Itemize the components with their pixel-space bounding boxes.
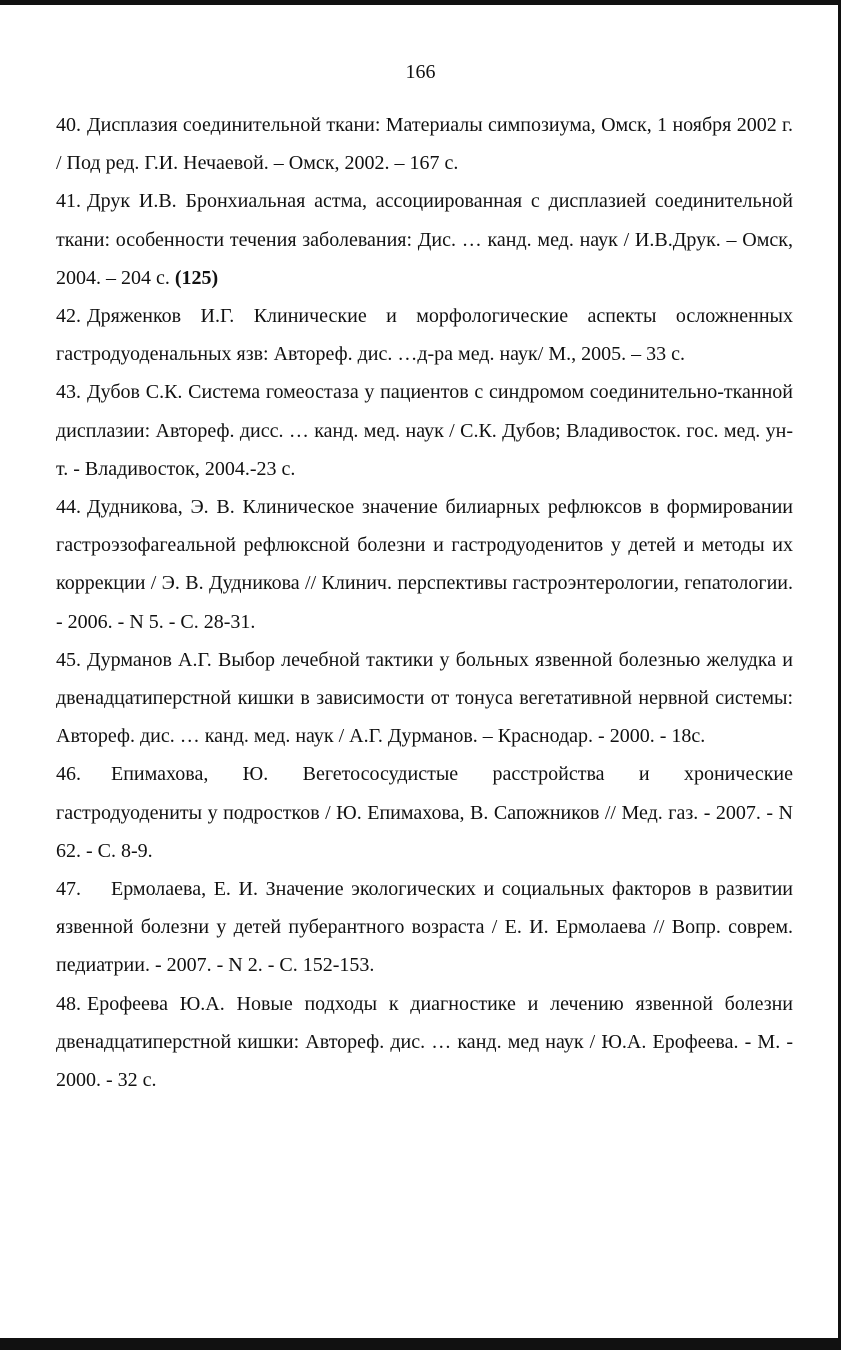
reference-text: Дубов С.К. Система гомеостаза у пациентов с синдромом соединительно-тканной дисплазии: Автореф. дисс. … канд. мед. наук / С.К. Дубов; Владивосток. гос. мед. ун-т. - Владивосток, 2004.-23 с.: [56, 381, 793, 480]
reference-item-46: [56, 755, 793, 870]
reference-item-44: [56, 488, 793, 641]
reference-number: 48.: [56, 992, 81, 1015]
reference-item-43: [56, 373, 793, 488]
reference-number: 42.: [56, 305, 81, 328]
reference-item-47: [56, 870, 793, 985]
reference-item-48: [56, 985, 793, 1100]
reference-number: 44.: [56, 496, 81, 519]
reference-text: Ерофеева Ю.А. Новые подходы к диагностике и лечению язвенной болезни двенадцатиперстной кишки: Автореф. дис. … канд. мед наук / Ю.А. Ерофеева. - М. - 2000. - 32 с.: [56, 992, 793, 1092]
reference-number: 46.: [56, 763, 81, 786]
reference-text: Дудникова, Э. В. Клиническое значение билиарных рефлюксов в формировании гастроэзофагеальной рефлюксной болезни и гастродуоденитов у детей и методы их коррекции / Э. В. Дудникова // Клинич. перспективы гастроэнтерологии, гепатологии. - 2006. - N 5. - С. 28-31.: [56, 496, 793, 633]
scan-border-bottom: [0, 1338, 841, 1350]
reference-number: 43.: [56, 381, 81, 404]
reference-item-40: [56, 106, 793, 182]
reference-item-45: [56, 641, 793, 756]
reference-text: Дурманов А.Г. Выбор лечебной тактики у больных язвенной болезнью желудка и двенадцатиперстной кишки в зависимости от тонуса вегетативной нервной системы: Автореф. дис. … канд. мед. наук / А.Г. Дурманов. – Краснодар. - 2000. - 18с.: [56, 648, 793, 748]
reference-number: 41.: [56, 190, 81, 213]
page-number: 166: [405, 61, 436, 83]
reference-text: Дисплазия соединительной ткани: Материалы симпозиума, Омск, 1 ноября 2002 г. / Под ред. Г.И. Нечаевой. – Омск, 2002. – 167 с.: [56, 114, 793, 175]
reference-text: Дряженков И.Г. Клинические и морфологические аспекты осложненных гастродуоденальных язв: Автореф. дис. …д-ра мед. наук/ М., 2005. – 33 с.: [56, 305, 793, 366]
reference-item-41: [56, 182, 793, 297]
reference-text: Епимахова, Ю. Вегетососудистые расстройства и хронические гастродуодениты у подростков / Ю. Епимахова, В. Сапожников // Мед. газ. - 2007. - N 62. - С. 8-9.: [56, 763, 793, 862]
reference-text: Ермолаева, Е. И. Значение экологических и социальных факторов в развитии язвенной болезни у детей пуберантного возраста / Е. И. Ермолаева // Вопр. соврем. педиатрии. - 2007. - N 2. - С. 152-153.: [56, 878, 793, 977]
reference-text: Друк И.В. Бронхиальная астма, ассоциированная с дисплазией соединительной ткани: особенности течения заболевания: Дис. … канд. мед. наук / И.В.Друк. – Омск, 2004. – 204 с.: [56, 190, 793, 289]
scan-border-top: [0, 0, 841, 5]
reference-number: 40.: [56, 114, 81, 136]
reference-citation-mark: (125): [174, 266, 219, 289]
reference-item-42: [56, 297, 793, 373]
reference-number: 45.: [56, 648, 81, 671]
reference-number: 47.: [56, 878, 81, 901]
reference-list: [56, 106, 793, 1099]
